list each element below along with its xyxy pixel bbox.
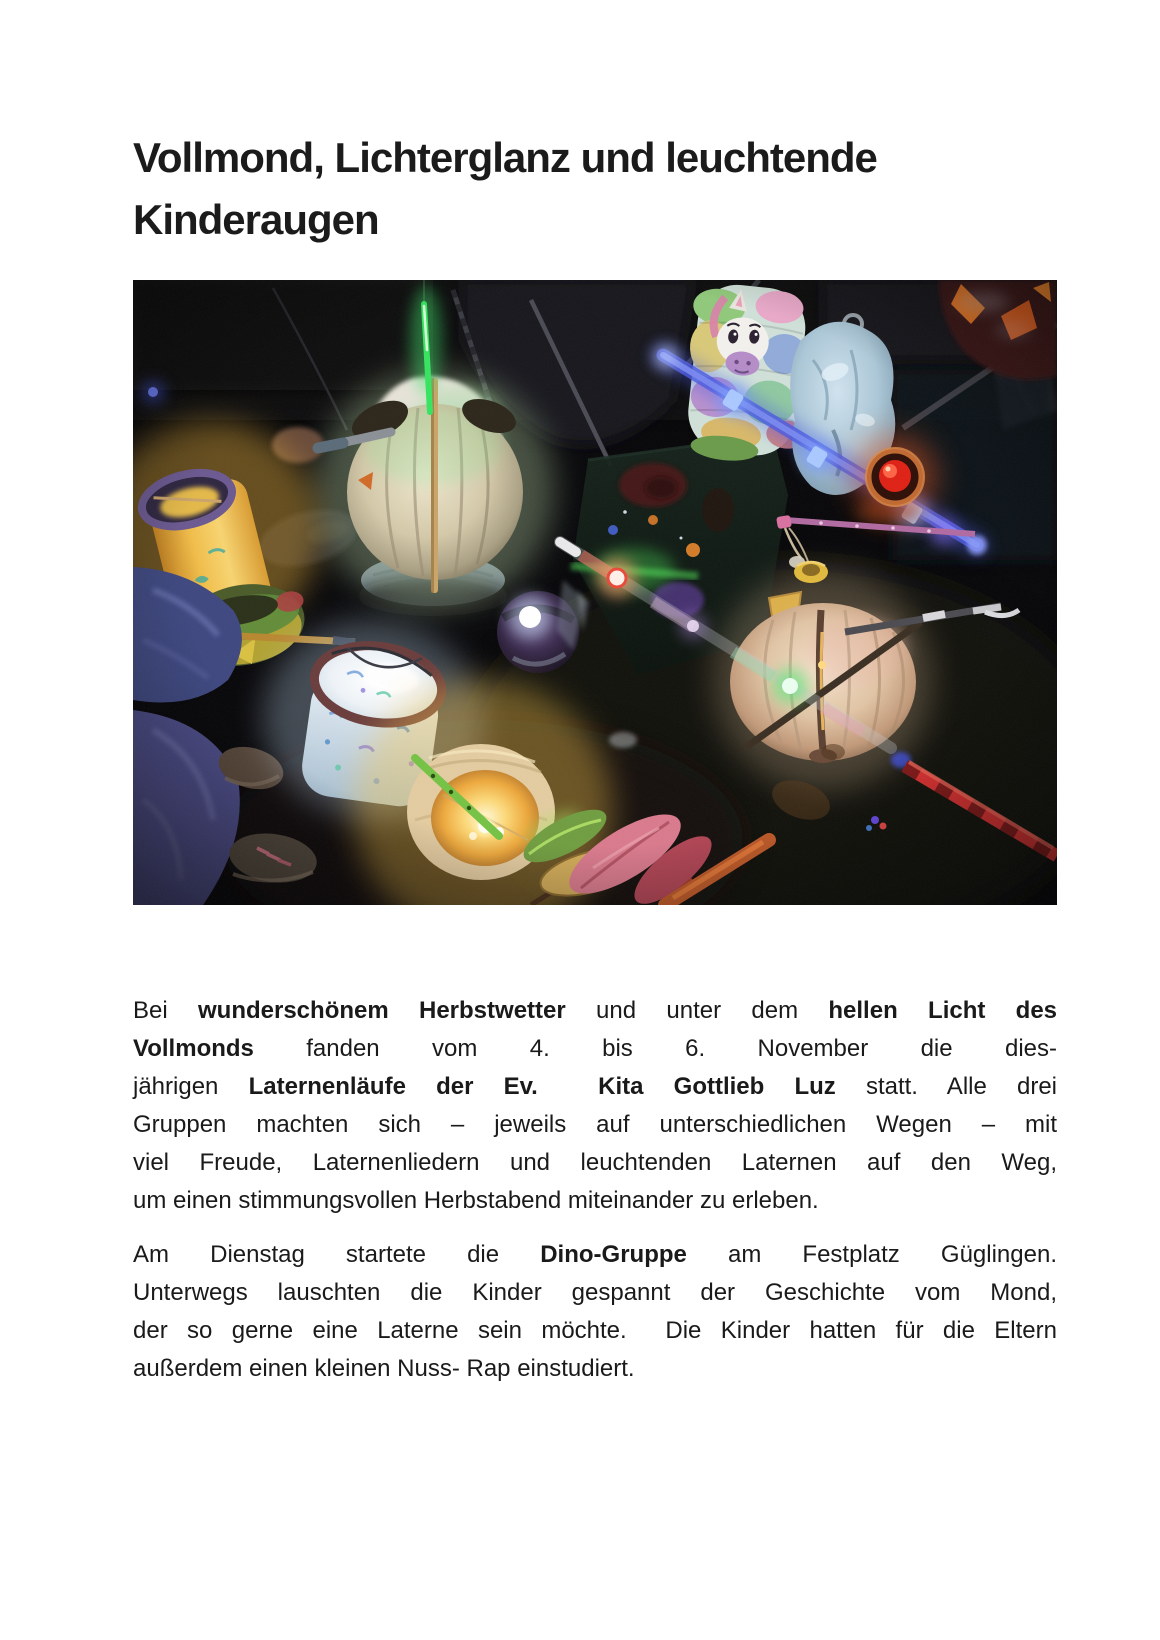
text-run: viel Freude, Laternenliedern und leuchtenden Laternen auf den Weg,	[133, 1149, 1057, 1176]
text-run: und unter dem	[565, 997, 829, 1024]
paragraph	[133, 1236, 1057, 1388]
text-line	[133, 992, 1057, 1030]
article-body	[133, 992, 1057, 1388]
article-photo	[133, 280, 1057, 905]
text-line	[133, 1030, 1057, 1068]
text-run: Bei	[133, 997, 198, 1024]
text-run: fanden vom 4. bis 6. November die dies-	[253, 1035, 1057, 1062]
text-run: Am Dienstag startete die	[133, 1241, 541, 1268]
lantern-night-scene	[133, 280, 1057, 905]
paragraph	[133, 992, 1057, 1220]
text-line	[133, 1068, 1057, 1106]
bold-text-run: Dino-Gruppe	[540, 1241, 687, 1268]
text-line	[133, 1236, 1057, 1274]
text-run: Unterwegs lauschten die Kinder gespannt der Geschichte vom Mond,	[133, 1279, 1057, 1306]
text-run: jährigen	[133, 1073, 249, 1100]
text-line	[133, 1350, 1057, 1388]
text-run: Gruppen machten sich – jeweils auf unterschiedlichen Wegen – mit	[133, 1111, 1057, 1138]
article-title: Vollmond, Lichterglanz und leuchtende Kinderaugen	[133, 134, 877, 243]
text-run: um einen stimmungsvollen Herbstabend miteinander zu erleben.	[133, 1187, 819, 1214]
bold-text-run: hellen Licht des	[828, 997, 1058, 1024]
film-grain	[133, 280, 1057, 905]
article-content	[133, 127, 1057, 1404]
text-run: außerdem einen kleinen Nuss- Rap einstudiert.	[133, 1355, 635, 1382]
text-run: statt. Alle drei	[835, 1073, 1058, 1100]
text-line	[133, 1106, 1057, 1144]
text-run: der so gerne eine Laterne sein möchte. Die Kinder hatten für die Eltern	[133, 1317, 1057, 1344]
bold-text-run: Vollmonds	[133, 1035, 254, 1062]
text-line	[133, 1274, 1057, 1312]
text-run: am Festplatz Güglingen.	[686, 1241, 1057, 1268]
text-line	[133, 1312, 1057, 1350]
bold-text-run: Laternenläufe der Ev. Kita Gottlieb Luz	[248, 1073, 836, 1100]
text-line	[133, 1182, 1057, 1220]
bold-text-run: wunderschönem Herbstwetter	[198, 997, 566, 1024]
text-line	[133, 1144, 1057, 1182]
